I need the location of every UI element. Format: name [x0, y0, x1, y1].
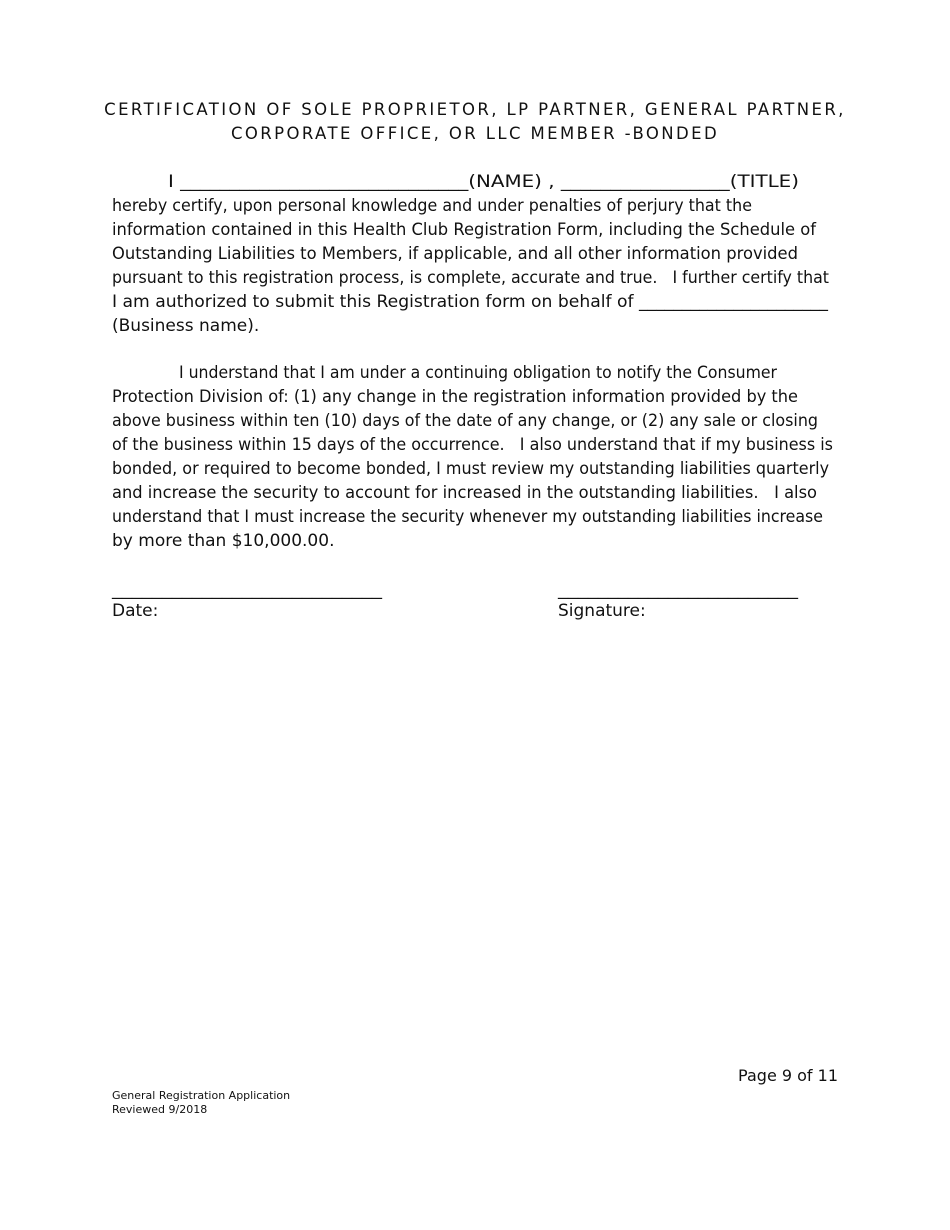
obligation-line: understand that I must increase the security whenever my outstanding liabilities increase	[112, 507, 823, 527]
certification-line: I _____________________________(NAME) , _________________(TITLE)	[168, 172, 800, 192]
page-number: Page 9 of 11	[738, 1066, 838, 1085]
footer-review-date: Reviewed 9/2018	[112, 1103, 208, 1116]
footer-form-name: General Registration Application	[112, 1089, 291, 1102]
date-label: Date:	[112, 601, 159, 621]
certification-line: information contained in this Health Club Registration Form, including the Schedule of	[112, 220, 817, 240]
certification-line: pursuant to this registration process, is complete, accurate and true. I further certify that	[112, 268, 829, 288]
obligation-line: and increase the security to account for increased in the outstanding liabilities. I also	[112, 483, 818, 503]
obligation-line: I understand that I am under a continuing obligation to notify the Consumer	[179, 363, 777, 383]
certification-line: I am authorized to submit this Registration form on behalf of ______________________	[112, 292, 828, 312]
obligation-line: Protection Division of: (1) any change in the registration information provided by the	[112, 387, 799, 407]
obligation-line: bonded, or required to become bonded, I must review my outstanding liabilities quarterly	[112, 459, 830, 479]
obligation-line: of the business within 15 days of the occurrence. I also understand that if my business is	[112, 435, 833, 455]
document-title-line-2: CORPORATE OFFICE, OR LLC MEMBER -BONDED	[230, 124, 720, 143]
signature-blank-line: ________________________	[558, 580, 799, 600]
certification-line: (Business name).	[112, 316, 260, 336]
document-title-line-1: CERTIFICATION OF SOLE PROPRIETOR, LP PARTNER, GENERAL PARTNER,	[104, 100, 846, 119]
signature-label: Signature:	[558, 601, 646, 621]
obligation-line: above business within ten (10) days of the date of any change, or (2) any sale or closing	[112, 411, 818, 431]
certification-line: Outstanding Liabilities to Members, if applicable, and all other information provided	[112, 244, 798, 264]
obligation-line: by more than $10,000.00.	[112, 531, 335, 551]
date-blank-line: ___________________________	[112, 580, 383, 600]
certification-line: hereby certify, upon personal knowledge and under penalties of perjury that the	[112, 196, 752, 216]
